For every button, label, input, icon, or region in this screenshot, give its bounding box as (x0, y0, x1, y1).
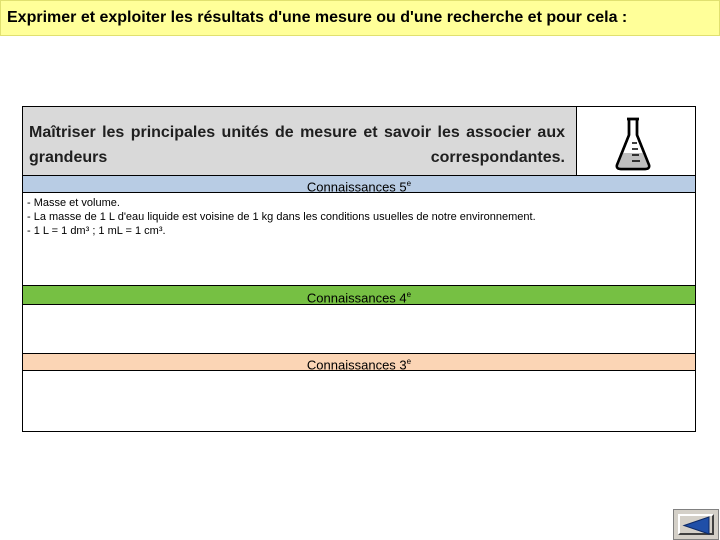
content-line: - Masse et volume. (27, 197, 120, 209)
section-sup-5e: e (406, 179, 412, 188)
skill-box (23, 107, 577, 175)
icon-cell (577, 107, 695, 175)
section-header-3e (23, 353, 695, 371)
section-content-5e (27, 196, 536, 238)
content-line: - La masse de 1 L d'eau liquide est voisine de 1 kg dans les conditions usuelles de notre environnement. (27, 211, 536, 223)
flask-icon (613, 115, 653, 171)
title-bar (0, 0, 720, 36)
skill-card (22, 106, 696, 432)
section-header-4e (23, 285, 695, 305)
section-header-5e (23, 175, 695, 193)
section-sup-4e: e (406, 290, 412, 299)
section-label-4e: Connaissances 4 (306, 290, 407, 306)
skill-text: Maîtriser les principales unités de mesure et savoir les associer aux grandeurs correspondantes. (29, 124, 565, 166)
content-line: - 1 L = 1 dm³ ; 1 mL = 1 cm³. (27, 225, 166, 237)
section-label-5e: Connaissances 5 (306, 179, 407, 195)
back-arrow-icon (682, 516, 712, 535)
section-sup-3e: e (406, 357, 412, 366)
back-button[interactable] (673, 509, 719, 540)
section-label-3e: Connaissances 3 (306, 357, 407, 373)
page-title: Exprimer et exploiter les résultats d'une mesure ou d'une recherche et pour cela : (7, 9, 628, 26)
